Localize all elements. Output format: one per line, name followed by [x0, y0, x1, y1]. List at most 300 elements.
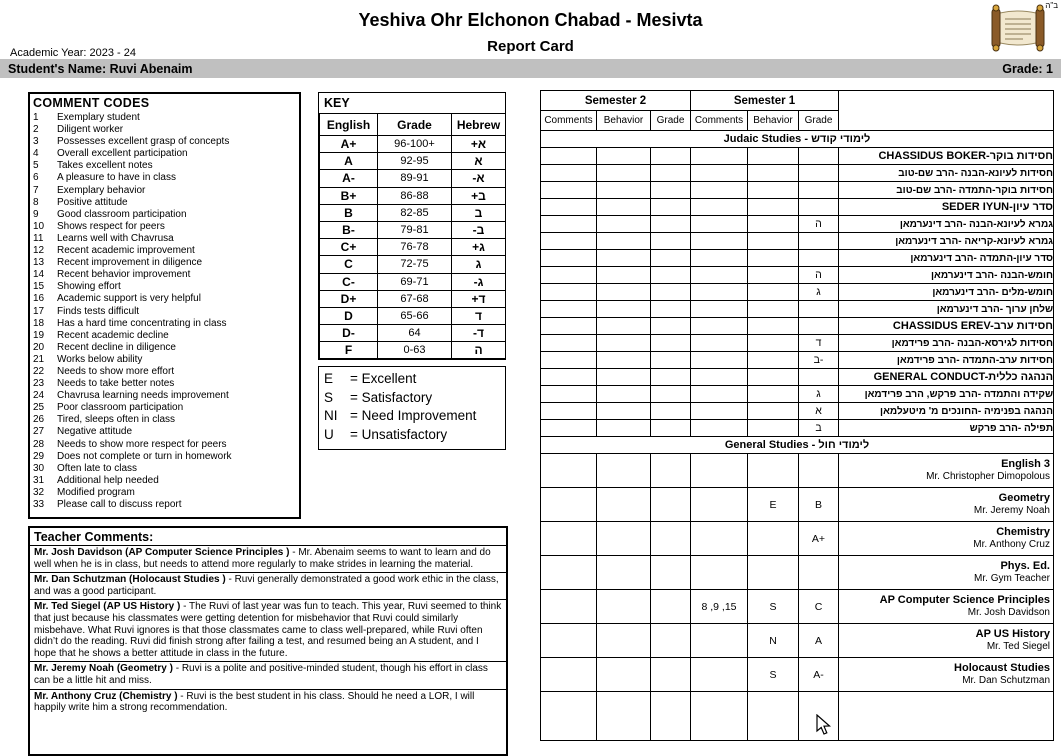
subject-cell: גמרא לעיונא-קריאה -הרב דינערמאן [839, 233, 1054, 250]
key-score-range: 64 [378, 325, 452, 342]
bh-inscription: ב"ה [1045, 1, 1058, 10]
comment-code-number: 28 [33, 438, 45, 450]
key-score-range: 72-75 [378, 256, 452, 273]
grade-cell [748, 199, 799, 216]
subject-name: AP US History [975, 628, 1050, 640]
subject-cell [839, 590, 1054, 624]
key-hebrew-grade: ב- [452, 221, 506, 238]
key-title: KEY [324, 96, 350, 110]
grade-cell [799, 165, 839, 182]
comment-code-row [33, 293, 296, 305]
grade-cell [691, 301, 748, 318]
grades-row-general [541, 624, 1054, 658]
semester-1-header: Semester 1 [691, 91, 839, 111]
comment-code-row [33, 221, 296, 233]
grade-cell [691, 335, 748, 352]
grade-cell [597, 284, 651, 301]
grades-row-subject [541, 165, 1054, 182]
teacher-comment-author: Mr. Josh Davidson (AP Computer Science Principles ) [34, 547, 290, 558]
key-english-grade: F [320, 342, 378, 359]
comment-code-row [33, 112, 296, 124]
teacher-name: Mr. Gym Teacher [974, 573, 1050, 584]
behavior-legend [318, 366, 506, 450]
student-name-label: Student's Name: Ruvi Abenaim [8, 61, 193, 76]
legend-row [324, 389, 500, 408]
semester-header-row [541, 91, 1054, 111]
teacher-comment-author: Mr. Jeremy Noah (Geometry ) [34, 663, 173, 675]
comment-code-text: Overall excellent participation [57, 148, 188, 160]
key-row [320, 307, 506, 324]
key-score-range: 76-78 [378, 239, 452, 256]
key-english-grade: B+ [320, 187, 378, 204]
grade-cell [651, 148, 691, 165]
key-hebrew-grade: ב+ [452, 187, 506, 204]
key-hebrew-grade: ד [452, 307, 506, 324]
grade-cell [691, 267, 748, 284]
comment-code-number: 17 [33, 305, 45, 317]
subject-cell: שקידה והתמדה -הרב פרקש, הרב פרידמאן [839, 386, 1054, 403]
comment-code-row [33, 209, 296, 221]
grades-row-general [541, 454, 1054, 488]
comment-code-text: Shows respect for peers [57, 220, 165, 232]
grade-cell [541, 335, 597, 352]
subject-name: Phys. Ed. [1000, 560, 1050, 572]
subject-name: AP Computer Science Principles [879, 594, 1050, 606]
key-english-grade: C [320, 256, 378, 273]
comment-code-row [33, 172, 296, 184]
teacher-comment-author: Mr. Dan Schutzman (Holocaust Studies ) [34, 574, 226, 586]
grade-cell [691, 522, 748, 556]
comment-code-row [33, 136, 296, 148]
comment-code-row [33, 414, 296, 426]
teacher-name: Mr. Anthony Cruz [973, 539, 1050, 550]
grades-table [540, 90, 1054, 741]
grade-cell [748, 301, 799, 318]
teacher-comment: Mr. Dan Schutzman (Holocaust Studies ) - Ruvi generally demonstrated a good work ethic in the class, and was a good participant. [30, 572, 506, 599]
grade-cell [597, 301, 651, 318]
key-hebrew-grade: ב [452, 204, 506, 221]
grade-cell [691, 352, 748, 369]
grades-row-general [541, 522, 1054, 556]
grade-cell [691, 165, 748, 182]
grade-cell [541, 658, 597, 692]
grade-cell [597, 522, 651, 556]
subject-cell: GENERAL CONDUCT-הנהגה כללית [839, 369, 1054, 386]
grade-cell [799, 233, 839, 250]
comment-code-text: Possesses excellent grasp of concepts [57, 136, 230, 148]
grade-cell: ג [799, 386, 839, 403]
grade-cell [541, 369, 597, 386]
key-english-grade: D+ [320, 290, 378, 307]
grade-cell [541, 386, 597, 403]
subject-cell: חסידות לגירסא-הבנה -הרב פרידמאן [839, 335, 1054, 352]
comment-code-text: Negative attitude [57, 426, 133, 438]
key-score-range: 0-63 [378, 342, 452, 359]
grade-cell: ה [799, 267, 839, 284]
section-label: Judaic Studies - לימודי קודש [541, 131, 1054, 148]
teacher-comment-author: Mr. Ted Siegel (AP US History ) [34, 601, 181, 613]
legend-code: S [324, 389, 334, 405]
grade-cell: A- [799, 658, 839, 692]
key-score-range: 89-91 [378, 170, 452, 187]
comment-code-number: 24 [33, 390, 45, 402]
key-hebrew-grade: ג- [452, 273, 506, 290]
comment-code-number: 30 [33, 462, 45, 474]
key-table-body [320, 136, 506, 359]
comment-code-text: Exemplary student [57, 112, 140, 123]
grade-cell [748, 352, 799, 369]
comment-code-text: Showing effort [57, 281, 121, 293]
grade-cell [691, 692, 748, 741]
grade-cell [651, 352, 691, 369]
grade-cell [541, 199, 597, 216]
grade-cell [541, 454, 597, 488]
teacher-name: Mr. Jeremy Noah [973, 505, 1050, 516]
comment-code-number: 6 [33, 172, 39, 184]
legend-code: NI [324, 408, 338, 423]
key-english-grade: C- [320, 273, 378, 290]
student-bar [0, 59, 1061, 78]
key-box [318, 92, 506, 360]
comment-code-number: 5 [33, 160, 39, 172]
grade-cell [651, 199, 691, 216]
comment-code-text: Finds tests difficult [57, 305, 140, 317]
comment-code-text: Positive attitude [57, 196, 128, 208]
sem1-behavior-header: Behavior [748, 111, 799, 131]
grade-cell [691, 148, 748, 165]
grade-cell [691, 199, 748, 216]
grade-cell [541, 165, 597, 182]
grade-cell [651, 335, 691, 352]
key-english-grade: B [320, 204, 378, 221]
teacher-comment: Mr. Jeremy Noah (Geometry ) - Ruvi is a polite and positive-minded student, though his effort in class can be a little hit and miss. [30, 661, 506, 688]
comment-code-row [33, 233, 296, 245]
legend-row [324, 426, 500, 445]
grade-cell: 8 ,9 ,15 [691, 590, 748, 624]
grade-cell [541, 216, 597, 233]
grade-cell [651, 590, 691, 624]
comment-code-number: 29 [33, 450, 45, 462]
grade-cell [651, 369, 691, 386]
grades-row-general [541, 488, 1054, 522]
teacher-name: Mr. Ted Siegel [986, 641, 1050, 652]
comment-code-row [33, 342, 296, 354]
teacher-comment: Mr. Ted Siegel (AP US History ) - The Ruvi of last year was fun to teach. This year, Ruvi seemed to think that just because his classmates were getting detention for misbehavior that Ruvi could similarly misbehave. What Ruvi ignores is that those classmates came to class well-prepared, while Ruvi often didn’t do the reading. Ruvi did finish strong after failing a test, and resumed being an A student, and I hope that he shows a better attitude in class in the future. [30, 599, 506, 661]
comment-code-row [33, 197, 296, 209]
grade-cell [651, 233, 691, 250]
grades-row-section [541, 437, 1054, 454]
key-hebrew-grade: א [452, 153, 506, 170]
comment-code-text: Modified program [57, 486, 135, 498]
grade-cell [799, 301, 839, 318]
teacher-comment: Mr. Anthony Cruz (Chemistry ) - Ruvi is the best student in his class. Should he need a LOR, I will happily write him a strong recommendation. [30, 689, 506, 716]
comment-code-row [33, 402, 296, 414]
key-english-grade: B- [320, 221, 378, 238]
key-score-range: 79-81 [378, 221, 452, 238]
grade-cell [597, 216, 651, 233]
grades-row-subject [541, 284, 1054, 301]
key-english-grade: A- [320, 170, 378, 187]
comment-code-row [33, 148, 296, 160]
comment-code-row [33, 378, 296, 390]
key-row [320, 256, 506, 273]
grade-cell [651, 658, 691, 692]
grade-cell [597, 403, 651, 420]
grade-cell: א [799, 403, 839, 420]
grade-cell [597, 658, 651, 692]
teacher-name: Mr. Dan Schutzman [962, 675, 1050, 686]
subject-cell [839, 692, 1054, 741]
key-english-grade: A [320, 153, 378, 170]
comment-code-number: 7 [33, 184, 39, 196]
grade-cell: ב- [799, 352, 839, 369]
comment-code-text: Needs to take better notes [57, 378, 175, 390]
grade-cell [597, 692, 651, 741]
subject-cell: גמרא לעיונא-הבנה -הרב דינערמאן [839, 216, 1054, 233]
comment-code-row [33, 463, 296, 475]
comment-code-row [33, 257, 296, 269]
grade-cell [748, 165, 799, 182]
comment-code-text: Takes excellent notes [57, 160, 153, 172]
subject-name: English 3 [1001, 458, 1050, 470]
grade-cell [597, 590, 651, 624]
comment-code-text: Often late to class [57, 462, 138, 474]
grade-cell [799, 318, 839, 335]
grade-cell [748, 182, 799, 199]
grade-cell: ה [799, 216, 839, 233]
grade-cell [748, 335, 799, 352]
grade-cell [799, 250, 839, 267]
comment-code-row [33, 390, 296, 402]
grades-row-subject-header [541, 369, 1054, 386]
comment-code-text: Recent academic decline [57, 329, 169, 341]
grade-cell [748, 216, 799, 233]
grade-cell: S [748, 658, 799, 692]
comment-code-row [33, 475, 296, 487]
key-score-range: 69-71 [378, 273, 452, 290]
grade-cell [799, 454, 839, 488]
comment-code-number: 23 [33, 378, 45, 390]
subject-column-header [839, 91, 1054, 131]
grades-row-subject [541, 386, 1054, 403]
key-row [320, 290, 506, 307]
comment-code-number: 4 [33, 148, 39, 160]
comment-code-text: Additional help needed [57, 474, 159, 486]
grade-cell: S [748, 590, 799, 624]
subject-name: Holocaust Studies [954, 662, 1050, 674]
grade-cell [748, 250, 799, 267]
grade-cell [799, 556, 839, 590]
grade-level-label: Grade: 1 [1002, 61, 1053, 76]
comment-code-row [33, 499, 296, 511]
report-card-title: Report Card [487, 38, 574, 55]
key-col-english: English [320, 114, 378, 136]
grade-cell [651, 216, 691, 233]
grade-cell [748, 148, 799, 165]
comment-code-number: 25 [33, 402, 45, 414]
grade-cell [651, 403, 691, 420]
grade-cell [799, 182, 839, 199]
key-hebrew-grade: א+ [452, 136, 506, 153]
grade-cell [541, 250, 597, 267]
grade-cell [651, 692, 691, 741]
grade-cell [541, 148, 597, 165]
key-score-range: 86-88 [378, 187, 452, 204]
grades-row-subject [541, 216, 1054, 233]
key-row [320, 187, 506, 204]
key-row [320, 221, 506, 238]
comment-code-text: Recent decline in diligence [57, 341, 176, 353]
grade-cell [799, 199, 839, 216]
key-row [320, 342, 506, 359]
grade-cell [691, 658, 748, 692]
grade-cell: E [748, 488, 799, 522]
grade-cell: ג [799, 284, 839, 301]
grade-cell [541, 590, 597, 624]
key-hebrew-grade: ג [452, 256, 506, 273]
key-row [320, 136, 506, 153]
grades-row-subject-header [541, 199, 1054, 216]
grade-cell [541, 267, 597, 284]
comment-code-text: Poor classroom participation [57, 402, 184, 414]
key-row [320, 204, 506, 221]
grades-row-empty [541, 692, 1054, 741]
grade-cell [651, 488, 691, 522]
subject-cell: חומש-הבנה -הרב דינערמאן [839, 267, 1054, 284]
key-col-hebrew: Hebrew [452, 114, 506, 136]
key-hebrew-grade: ד+ [452, 290, 506, 307]
teacher-name: Mr. Josh Davidson [967, 607, 1050, 618]
grade-cell [651, 522, 691, 556]
grade-cell [541, 488, 597, 522]
semester-2-header: Semester 2 [541, 91, 691, 111]
comment-code-number: 10 [33, 220, 45, 232]
comment-code-number: 8 [33, 196, 39, 208]
comment-code-text: Has a hard time concentrating in class [57, 317, 227, 329]
key-row [320, 239, 506, 256]
grades-row-subject [541, 250, 1054, 267]
legend-description: = Need Improvement [350, 408, 477, 423]
comment-code-number: 15 [33, 281, 45, 293]
grade-cell [541, 420, 597, 437]
subject-cell [839, 522, 1054, 556]
grades-row-general [541, 556, 1054, 590]
grade-cell [691, 420, 748, 437]
key-english-grade: D [320, 307, 378, 324]
key-score-range: 82-85 [378, 204, 452, 221]
comment-code-row [33, 269, 296, 281]
comment-code-number: 32 [33, 486, 45, 498]
comment-code-text: Recent improvement in diligence [57, 257, 203, 269]
grade-cell [691, 624, 748, 658]
comment-codes-list [33, 112, 296, 511]
key-col-grade: Grade [378, 114, 452, 136]
grade-cell [651, 301, 691, 318]
grade-cell [748, 454, 799, 488]
grade-cell [651, 386, 691, 403]
comment-code-row [33, 306, 296, 318]
grade-cell [691, 250, 748, 267]
grades-row-section [541, 131, 1054, 148]
grade-cell [651, 165, 691, 182]
comment-code-number: 11 [33, 232, 44, 244]
section-label: General Studies - לימודי חול [541, 437, 1054, 454]
sem2-comments-header: Comments [541, 111, 597, 131]
grades-table-body [541, 131, 1054, 741]
grade-cell [748, 420, 799, 437]
grade-cell [651, 556, 691, 590]
grade-cell [748, 369, 799, 386]
comment-code-number: 21 [33, 353, 45, 365]
comment-code-number: 27 [33, 426, 45, 438]
sem1-comments-header: Comments [691, 111, 748, 131]
subject-cell: סדר עיון-התמדה -הרב דינערמאן [839, 250, 1054, 267]
key-header-row [320, 114, 506, 136]
legend-description: = Excellent [350, 371, 417, 386]
grades-row-subject [541, 335, 1054, 352]
teacher-comments-list [30, 545, 506, 716]
grade-cell [597, 335, 651, 352]
comment-code-row [33, 366, 296, 378]
grade-cell [597, 556, 651, 590]
grade-cell [651, 624, 691, 658]
legend-row [324, 407, 500, 426]
grade-cell [541, 318, 597, 335]
grades-row-subject [541, 182, 1054, 199]
grade-cell [651, 454, 691, 488]
key-row [320, 273, 506, 290]
grade-cell [748, 284, 799, 301]
grade-cell [541, 403, 597, 420]
grades-row-subject [541, 301, 1054, 318]
grade-cell [748, 233, 799, 250]
comment-code-text: Learns well with Chavrusa [57, 232, 174, 244]
grades-row-subject-header [541, 148, 1054, 165]
grade-cell [541, 301, 597, 318]
grade-cell: A [799, 624, 839, 658]
grades-row-subject [541, 267, 1054, 284]
teacher-comments-box [28, 526, 508, 756]
comment-code-text: Recent academic improvement [57, 245, 195, 257]
comment-code-number: 26 [33, 414, 45, 426]
grade-cell [748, 403, 799, 420]
grade-cell [541, 284, 597, 301]
subject-cell [839, 624, 1054, 658]
grade-cell: N [748, 624, 799, 658]
grade-cell [597, 624, 651, 658]
key-score-range: 65-66 [378, 307, 452, 324]
comment-code-row [33, 426, 296, 438]
school-title: Yeshiva Ohr Elchonon Chabad - Mesivta [358, 10, 703, 30]
key-english-grade: C+ [320, 239, 378, 256]
key-row [320, 153, 506, 170]
subject-cell [839, 556, 1054, 590]
comment-code-text: A pleasure to have in class [57, 172, 176, 184]
comment-code-number: 31 [33, 474, 45, 486]
grades-row-general [541, 590, 1054, 624]
subject-cell [839, 658, 1054, 692]
grades-row-subject-header [541, 318, 1054, 335]
sem1-grade-header: Grade [799, 111, 839, 131]
subject-cell: תפילה -הרב פרקש [839, 420, 1054, 437]
subject-cell: SEDER IYUN-סדר עיון [839, 199, 1054, 216]
comment-code-text: Recent behavior improvement [57, 269, 191, 281]
grade-cell [597, 454, 651, 488]
grade-cell [691, 488, 748, 522]
subject-cell [839, 454, 1054, 488]
legend-row [324, 370, 500, 389]
grade-cell [597, 352, 651, 369]
